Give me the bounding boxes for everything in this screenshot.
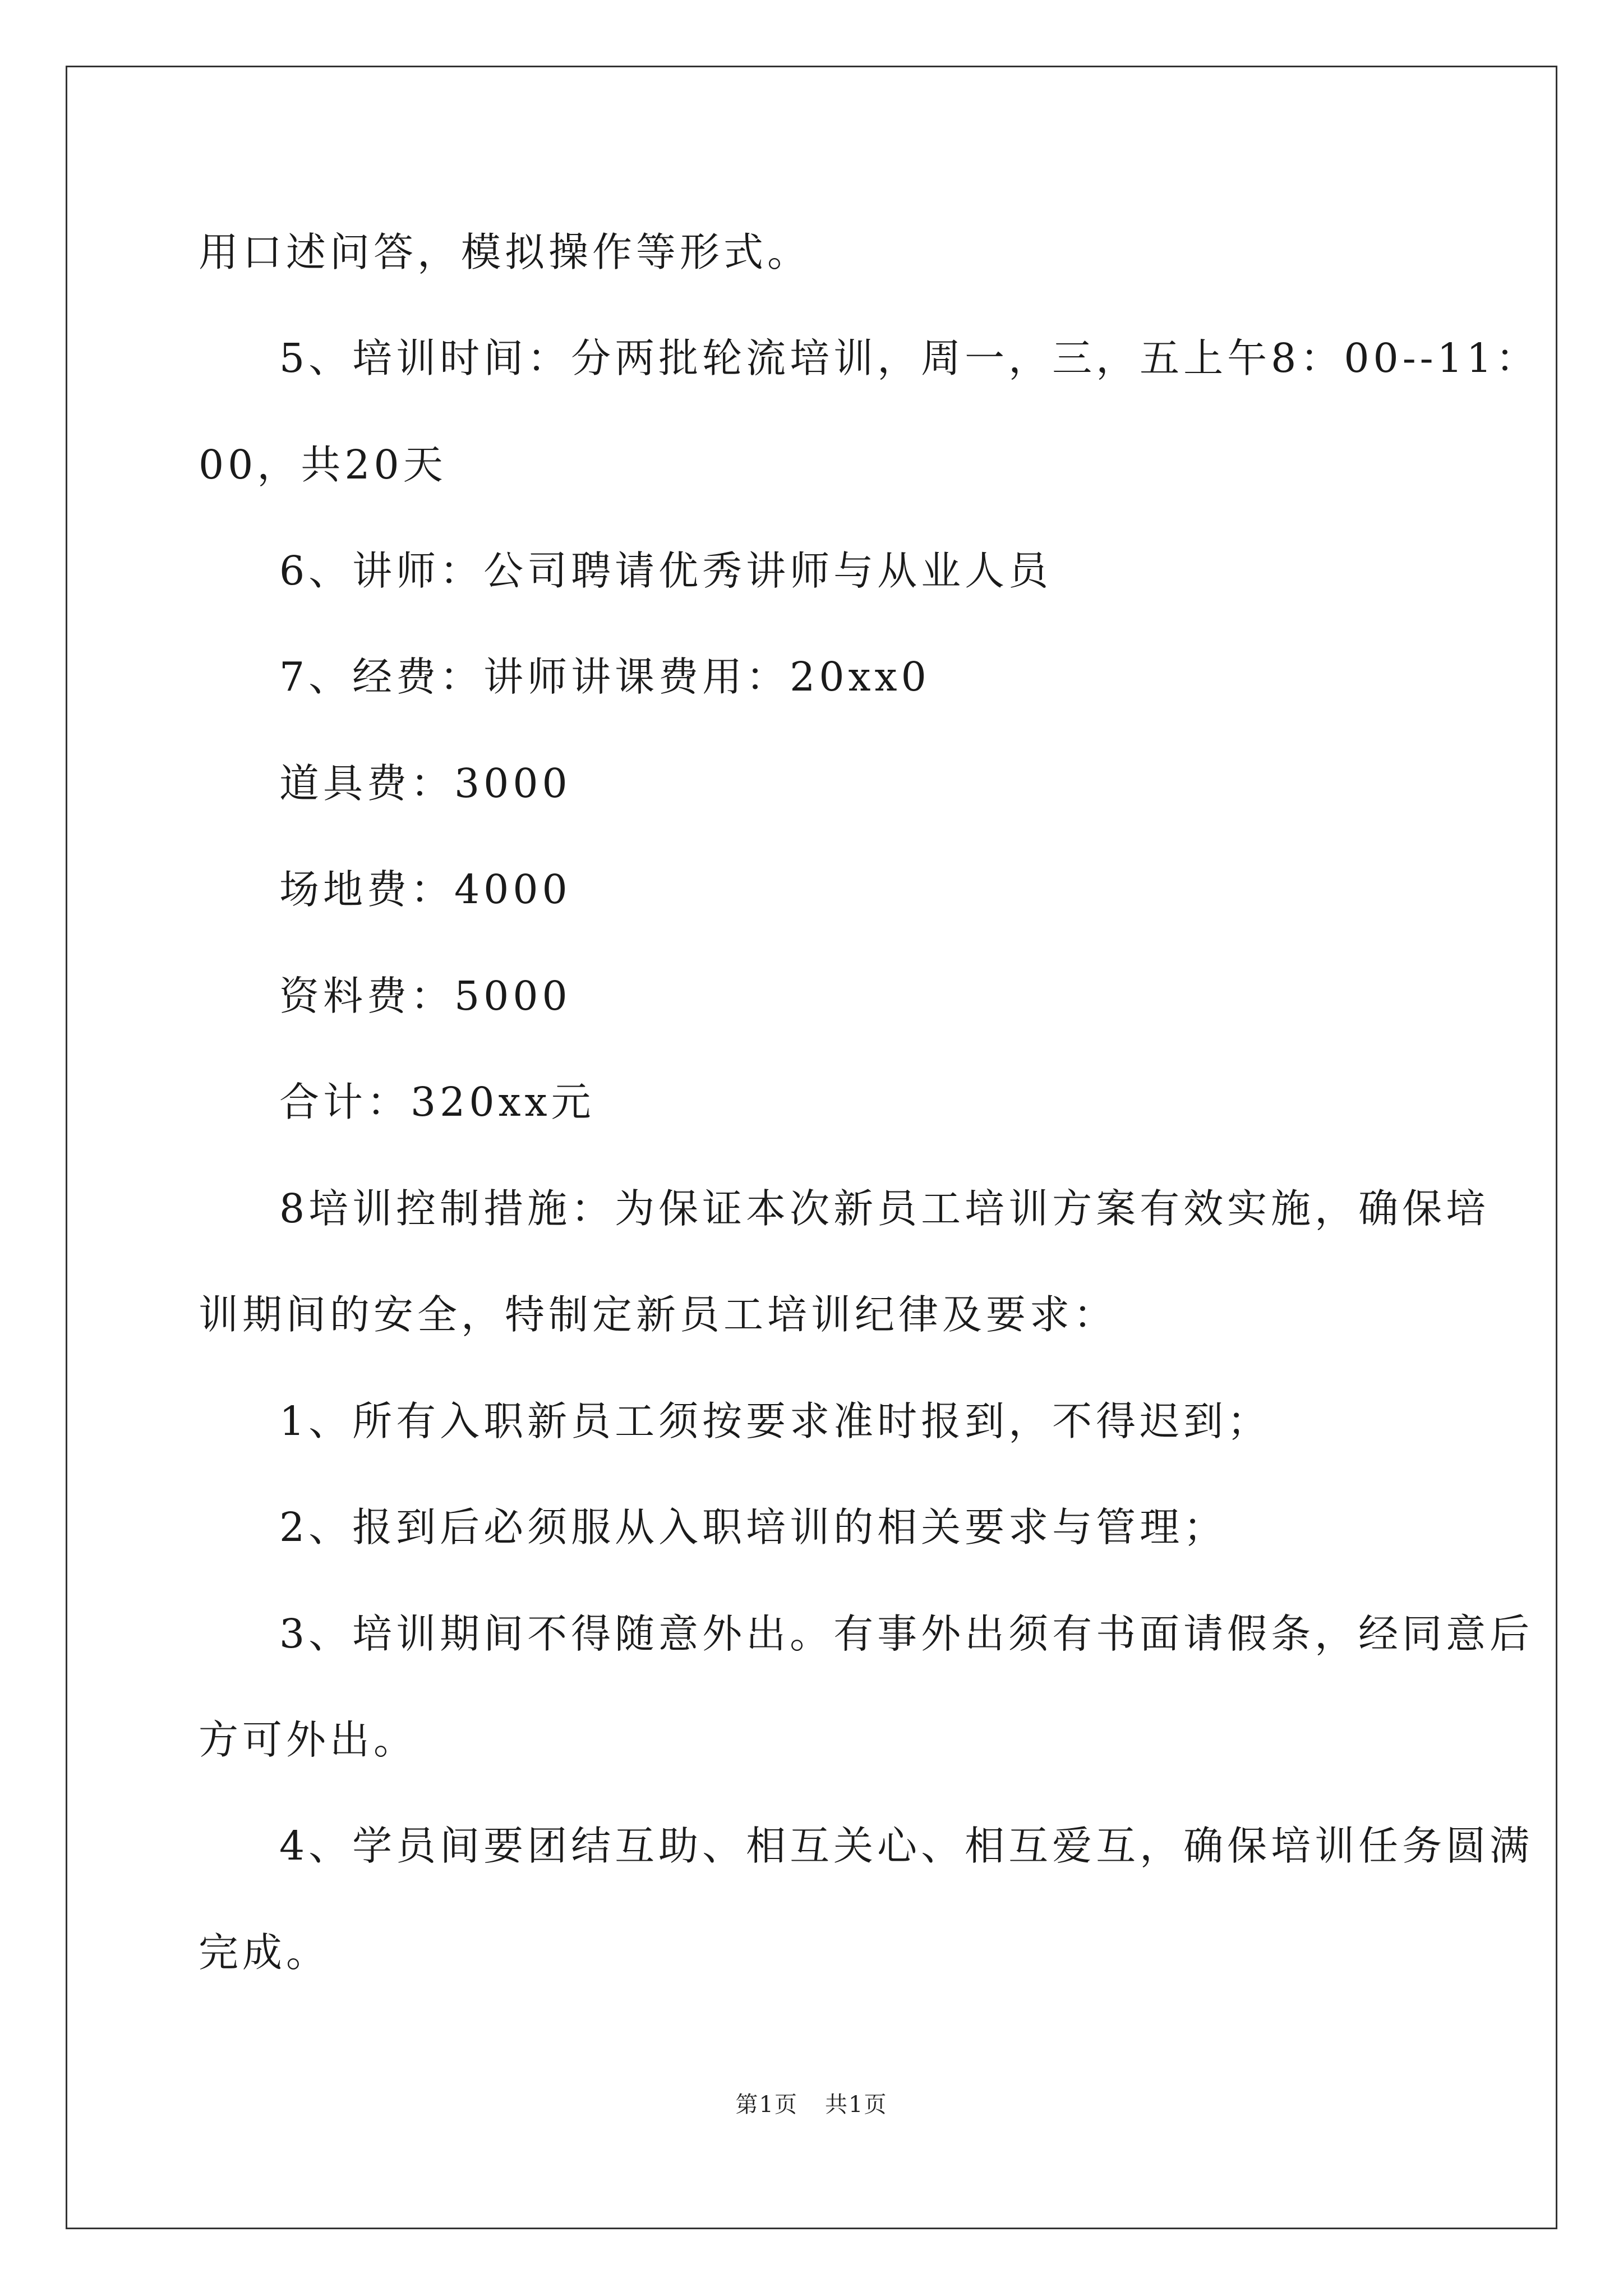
text-line: 资料费：5000 [279,973,571,1019]
text-line: 5、培训时间：分两批轮流培训，周一，三，五上午8：00--11： [279,335,1540,381]
text-line: 8培训控制措施：为保证本次新员工培训方案有效实施，确保培 [279,1185,1490,1232]
text-line: 2、报到后必须服从入职培训的相关要求与管理； [279,1504,1228,1550]
page-footer [0,2089,1623,2120]
text-line: 方可外出。 [199,1717,418,1763]
text-line: 训期间的安全，特制定新员工培训纪律及要求： [199,1291,1118,1338]
text-line: 7、经费：讲师讲课费用：20xx0 [279,654,930,700]
text-line: 00，共20天 [199,441,447,488]
text-line: 合计：320xx元 [279,1079,595,1125]
page-total: 共1页 [825,2092,888,2118]
text-line: 1、所有入职新员工须按要求准时报到，不得迟到； [279,1398,1271,1444]
text-line: 场地费：4000 [279,866,571,913]
text-line: 4、学员间要团结互助、相互关心、相互爱互，确保培训任务圆满 [279,1823,1534,1869]
text-line: 完成。 [199,1929,330,1976]
page-number: 第1页 [735,2092,798,2118]
text-line: 用口述问答，模拟操作等形式。 [199,229,811,275]
text-line: 3、培训期间不得随意外出。有事外出须有书面请假条，经同意后 [279,1611,1534,1657]
text-line: 6、讲师：公司聘请优秀讲师与从业人员 [279,547,1053,594]
text-line: 道具费：3000 [279,760,571,807]
page-border [66,66,1557,2229]
